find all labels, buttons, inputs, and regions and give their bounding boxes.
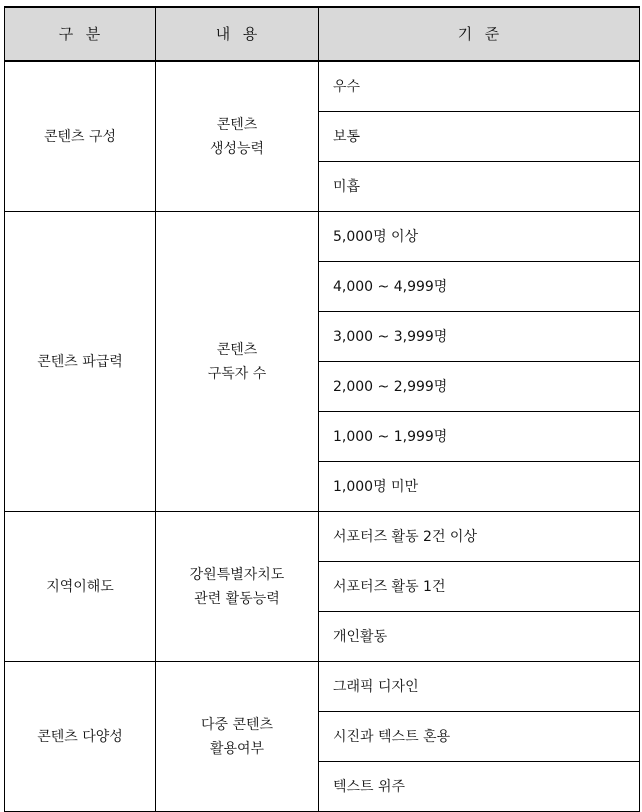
category-cell: 콘텐츠 다양성 (5, 662, 156, 812)
content-line: 활용여부 (209, 740, 265, 757)
content-line: 콘텐츠 (216, 341, 258, 358)
criteria-cell: 1,000명 미만 (319, 462, 640, 512)
evaluation-criteria-table (4, 6, 640, 812)
criteria-cell: 서포터즈 활동 2건 이상 (319, 512, 640, 562)
criteria-cell: 2,000 ~ 2,999명 (319, 362, 640, 412)
header-category: 구 분 (5, 7, 156, 61)
category-cell: 콘텐츠 파급력 (5, 212, 156, 512)
criteria-cell: 보통 (319, 112, 640, 162)
content-line: 구독자 수 (207, 365, 267, 382)
content-line: 강원특별자치도 (189, 566, 285, 583)
table-row (5, 662, 640, 712)
content-line: 콘텐츠 (216, 116, 258, 133)
criteria-cell: 5,000명 이상 (319, 212, 640, 262)
category-cell: 지역이해도 (5, 512, 156, 662)
criteria-cell: 3,000 ~ 3,999명 (319, 312, 640, 362)
content-cell (156, 212, 319, 512)
criteria-cell: 개인활동 (319, 612, 640, 662)
content-cell (156, 61, 319, 212)
content-cell (156, 662, 319, 812)
criteria-cell: 4,000 ~ 4,999명 (319, 262, 640, 312)
content-cell (156, 512, 319, 662)
criteria-cell: 시진과 텍스트 혼용 (319, 712, 640, 762)
criteria-cell: 1,000 ~ 1,999명 (319, 412, 640, 462)
content-line: 관련 활동능력 (194, 590, 280, 607)
table-row (5, 512, 640, 562)
criteria-cell: 우수 (319, 61, 640, 112)
category-cell: 콘텐츠 구성 (5, 61, 156, 212)
criteria-cell: 서포터즈 활동 1건 (319, 562, 640, 612)
criteria-cell: 그래픽 디자인 (319, 662, 640, 712)
header-content: 내 용 (156, 7, 319, 61)
evaluation-table-wrapper (4, 6, 640, 812)
criteria-cell: 미흡 (319, 162, 640, 212)
content-line: 생성능력 (209, 140, 265, 157)
header-criteria: 기 준 (319, 7, 640, 61)
content-line: 다중 콘텐츠 (200, 716, 274, 733)
table-row (5, 212, 640, 262)
table-row (5, 61, 640, 112)
criteria-cell: 텍스트 위주 (319, 762, 640, 812)
table-header-row (5, 7, 640, 61)
